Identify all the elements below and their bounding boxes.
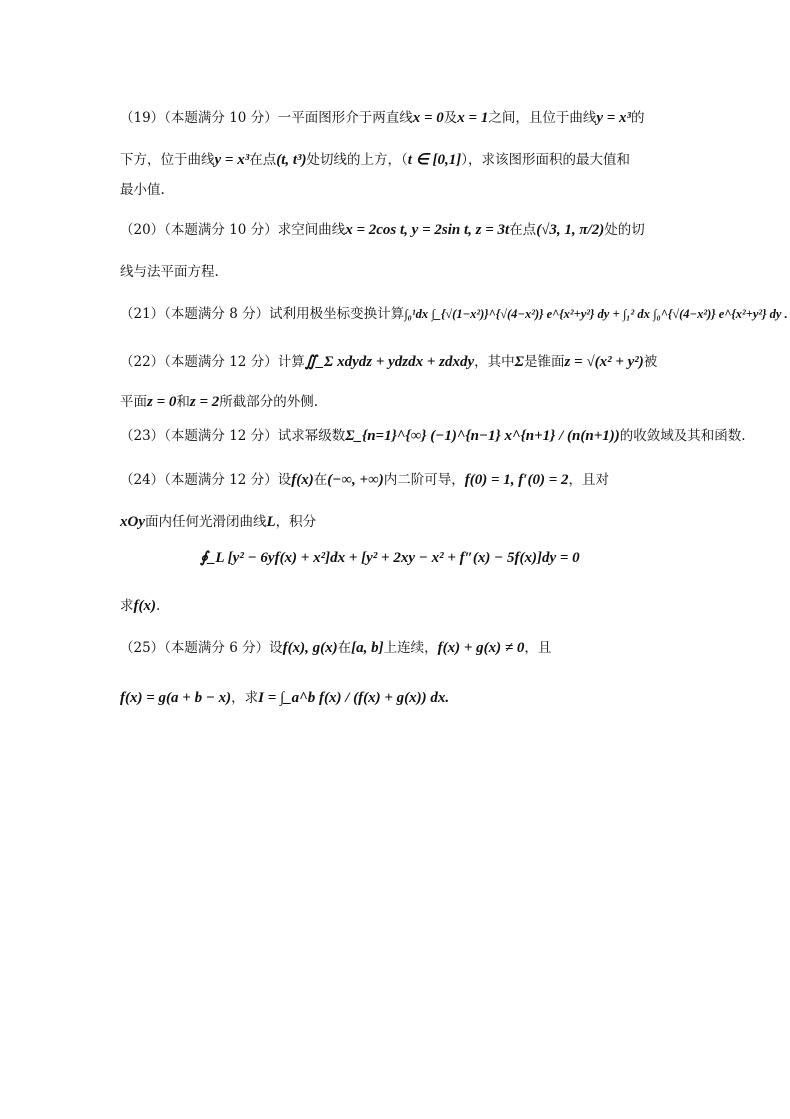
- problem-22-line-1: （22）（本题满分 12 分）计算∬_Σ xdydz + ydzdx + zdxdy，其中Σ是锥面z = √(x² + y²)被: [120, 354, 658, 370]
- problem-20-line-2: 线与法平面方程.: [120, 264, 219, 280]
- problem-24-line-1: （24）（本题满分 12 分）设f(x)在(−∞, +∞)内二阶可导，f(0) = 1, f′(0) = 2，且对: [120, 472, 610, 488]
- problem-24-line-2: xOy面内任何光滑闭曲线L，积分: [120, 514, 317, 530]
- problem-20-line-1: （20）（本题满分 10 分）求空间曲线x = 2cos t, y = 2sin t, z = 3t在点(√3, 1, π/2)处的切: [120, 222, 645, 238]
- problem-24-line-4: 求f(x).: [120, 598, 161, 614]
- problem-19-line-3: 最小值.: [120, 182, 165, 198]
- problem-24-equation: ∮_L [y² − 6yf(x) + x²]dx + [y² + 2xy − x² + f″(x) − 5f(x)]dy = 0: [200, 550, 580, 566]
- problem-23-line-1: （23）（本题满分 12 分）试求幂级数Σ_{n=1}^{∞} (−1)^{n−1} x^{n+1} / (n(n+1))的收敛域及其和函数.: [120, 428, 746, 444]
- problem-21-line-1: （21）（本题满分 8 分）试利用极坐标变换计算∫₀¹dx ∫_{√(1−x²)}^{√(4−x²)} e^{x²+y²} dy + ∫₁² dx ∫₀^{√(4−x²)} e^{x²+y²} dy .: [120, 306, 788, 322]
- problem-25-line-2: f(x) = g(a + b − x)，求I = ∫_a^b f(x) / (f(x) + g(x)) dx.: [120, 690, 450, 706]
- problem-25-line-1: （25）（本题满分 6 分）设f(x), g(x)在[a, b]上连续，f(x) + g(x) ≠ 0，且: [120, 640, 552, 656]
- problem-19-line-1: （19）（本题满分 10 分）一平面图形介于两直线x = 0及x = 1之间，且位于曲线y = x³的: [120, 110, 645, 126]
- problem-22-line-2: 平面z = 0和z = 2所截部分的外侧.: [120, 394, 319, 410]
- problem-19-line-2: 下方，位于曲线y = x³在点(t, t³)处切线的上方，（t ∈ [0,1]），求该图形面积的最大值和: [120, 152, 631, 168]
